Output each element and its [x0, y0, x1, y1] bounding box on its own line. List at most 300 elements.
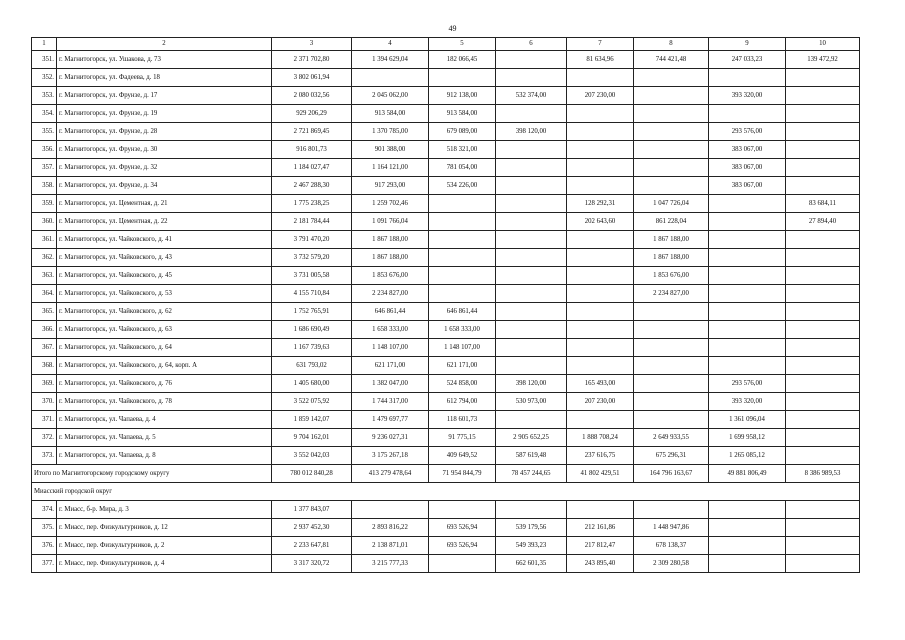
amount-cell	[709, 339, 786, 357]
amount-cell	[709, 231, 786, 249]
amount-cell: 3 731 005,58	[272, 267, 352, 285]
address-cell: г. Магнитогорск, ул. Фрунзе, д. 34	[57, 177, 272, 195]
amount-cell: 247 033,23	[709, 51, 786, 69]
amount-cell: 1 047 726,04	[634, 195, 709, 213]
amount-cell	[786, 357, 860, 375]
amount-cell	[634, 105, 709, 123]
amount-cell	[429, 501, 496, 519]
amount-cell: 1 361 096,04	[709, 411, 786, 429]
amount-cell: 27 894,40	[786, 213, 860, 231]
amount-cell	[634, 357, 709, 375]
amount-cell: 2 467 288,30	[272, 177, 352, 195]
amount-cell	[786, 411, 860, 429]
amount-cell	[567, 69, 634, 87]
amount-cell: 3 317 320,72	[272, 555, 352, 573]
amount-cell	[709, 249, 786, 267]
amount-cell	[634, 177, 709, 195]
row-number-cell: 355.	[32, 123, 57, 141]
total-amount-cell: 71 954 844,79	[429, 465, 496, 483]
amount-cell: 693 526,94	[429, 519, 496, 537]
total-row	[32, 465, 860, 483]
amount-cell	[496, 303, 567, 321]
amount-cell	[429, 213, 496, 231]
amount-cell	[496, 321, 567, 339]
amount-cell	[709, 105, 786, 123]
amount-cell: 621 171,00	[352, 357, 429, 375]
total-amount-cell: 41 802 429,51	[567, 465, 634, 483]
amount-cell: 2 893 816,22	[352, 519, 429, 537]
amount-cell: 398 120,00	[496, 375, 567, 393]
amount-cell: 1 853 676,00	[352, 267, 429, 285]
address-cell: г. Магнитогорск, ул. Цементная, д. 21	[57, 195, 272, 213]
amount-cell: 182 066,45	[429, 51, 496, 69]
amount-cell	[567, 411, 634, 429]
amount-cell: 393 320,00	[709, 87, 786, 105]
amount-cell	[634, 375, 709, 393]
amount-cell: 1 867 188,00	[634, 231, 709, 249]
row-number-cell: 354.	[32, 105, 57, 123]
amount-cell: 1 744 317,00	[352, 393, 429, 411]
header-cell: 10	[786, 38, 860, 51]
table-row	[32, 213, 860, 231]
amount-cell: 693 526,94	[429, 537, 496, 555]
amount-cell	[429, 267, 496, 285]
amount-cell	[567, 303, 634, 321]
amount-cell: 612 794,00	[429, 393, 496, 411]
amount-cell: 2 233 647,81	[272, 537, 352, 555]
amount-cell	[634, 87, 709, 105]
header-cell: 9	[709, 38, 786, 51]
amount-cell	[709, 69, 786, 87]
amount-cell	[709, 267, 786, 285]
amount-cell	[709, 357, 786, 375]
amount-cell: 901 388,00	[352, 141, 429, 159]
table-row	[32, 177, 860, 195]
amount-cell: 1 164 121,00	[352, 159, 429, 177]
amount-cell	[567, 285, 634, 303]
amount-cell: 128 292,31	[567, 195, 634, 213]
header-cell: 1	[32, 38, 57, 51]
amount-cell	[496, 69, 567, 87]
address-cell: г. Миасс, пер. Физкультурников, д. 12	[57, 519, 272, 537]
section-header-row	[32, 483, 860, 501]
amount-cell	[567, 105, 634, 123]
amount-cell: 744 421,48	[634, 51, 709, 69]
amount-cell	[567, 501, 634, 519]
amount-cell	[496, 231, 567, 249]
amount-cell	[709, 555, 786, 573]
amount-cell	[496, 411, 567, 429]
amount-cell	[496, 51, 567, 69]
table-row	[32, 303, 860, 321]
amount-cell	[429, 555, 496, 573]
table-row	[32, 393, 860, 411]
table-row	[32, 339, 860, 357]
amount-cell: 662 601,35	[496, 555, 567, 573]
row-number-cell: 360.	[32, 213, 57, 231]
amount-cell	[634, 339, 709, 357]
amount-cell: 217 812,47	[567, 537, 634, 555]
page-number: 49	[448, 24, 457, 33]
amount-cell: 524 858,00	[429, 375, 496, 393]
amount-cell	[496, 159, 567, 177]
amount-cell: 237 616,75	[567, 447, 634, 465]
amount-cell: 409 649,52	[429, 447, 496, 465]
amount-cell: 518 321,00	[429, 141, 496, 159]
amount-cell: 530 973,00	[496, 393, 567, 411]
amount-cell	[567, 159, 634, 177]
amount-cell: 1 775 238,25	[272, 195, 352, 213]
amount-cell: 781 054,00	[429, 159, 496, 177]
table-row	[32, 447, 860, 465]
row-number-cell: 356.	[32, 141, 57, 159]
table-row	[32, 555, 860, 573]
amount-cell	[786, 141, 860, 159]
address-cell: г. Магнитогорск, ул. Чайковского, д. 63	[57, 321, 272, 339]
amount-cell	[496, 177, 567, 195]
amount-cell	[709, 285, 786, 303]
address-cell: г. Магнитогорск, ул. Фрунзе, д. 17	[57, 87, 272, 105]
amount-cell: 539 179,56	[496, 519, 567, 537]
table-row	[32, 537, 860, 555]
amount-cell: 1 265 085,12	[709, 447, 786, 465]
address-cell: г. Миасс, б-р. Мира, д. 3	[57, 501, 272, 519]
row-number-cell: 370.	[32, 393, 57, 411]
amount-cell: 1 148 107,00	[429, 339, 496, 357]
amount-cell	[634, 303, 709, 321]
address-cell: г. Магнитогорск, ул. Чайковского, д. 64	[57, 339, 272, 357]
amount-cell	[786, 69, 860, 87]
header-cell: 8	[634, 38, 709, 51]
amount-cell: 83 684,11	[786, 195, 860, 213]
amount-cell: 549 393,23	[496, 537, 567, 555]
amount-cell: 1 686 690,49	[272, 321, 352, 339]
section-title-cell: Миасский городской округ	[32, 483, 860, 501]
amount-cell: 293 576,00	[709, 375, 786, 393]
amount-cell: 165 493,00	[567, 375, 634, 393]
table-row	[32, 357, 860, 375]
amount-cell: 1 867 188,00	[634, 249, 709, 267]
amount-cell	[786, 303, 860, 321]
amount-cell: 1 167 739,63	[272, 339, 352, 357]
address-cell: г. Магнитогорск, ул. Чайковского, д. 45	[57, 267, 272, 285]
amount-cell: 3 175 267,18	[352, 447, 429, 465]
amount-cell	[429, 69, 496, 87]
header-cell: 2	[57, 38, 272, 51]
amount-cell: 202 643,60	[567, 213, 634, 231]
table-row	[32, 195, 860, 213]
amount-cell: 1 658 333,00	[352, 321, 429, 339]
amount-cell: 1 867 188,00	[352, 231, 429, 249]
amount-cell: 917 293,00	[352, 177, 429, 195]
amount-cell: 207 230,00	[567, 87, 634, 105]
row-number-cell: 364.	[32, 285, 57, 303]
amount-cell	[567, 339, 634, 357]
amount-cell: 678 138,37	[634, 537, 709, 555]
address-cell: г. Магнитогорск, ул. Чайковского, д. 53	[57, 285, 272, 303]
amount-cell: 383 067,00	[709, 177, 786, 195]
amount-cell	[567, 321, 634, 339]
amount-cell	[634, 501, 709, 519]
amount-cell: 293 576,00	[709, 123, 786, 141]
row-number-cell: 362.	[32, 249, 57, 267]
row-number-cell: 371.	[32, 411, 57, 429]
amount-cell: 2 649 933,55	[634, 429, 709, 447]
amount-cell: 3 791 470,20	[272, 231, 352, 249]
amount-cell	[709, 195, 786, 213]
amount-cell	[786, 267, 860, 285]
row-number-cell: 352.	[32, 69, 57, 87]
amount-cell: 383 067,00	[709, 141, 786, 159]
row-number-cell: 351.	[32, 51, 57, 69]
amount-cell: 139 472,92	[786, 51, 860, 69]
amount-cell	[786, 339, 860, 357]
address-cell: г. Магнитогорск, ул. Чайковского, д. 78	[57, 393, 272, 411]
amount-cell	[709, 519, 786, 537]
amount-cell: 118 601,73	[429, 411, 496, 429]
amount-cell	[709, 303, 786, 321]
table-row	[32, 123, 860, 141]
amount-cell	[634, 393, 709, 411]
row-number-cell: 368.	[32, 357, 57, 375]
row-number-cell: 365.	[32, 303, 57, 321]
address-cell: г. Магнитогорск, ул. Цементная, д. 22	[57, 213, 272, 231]
amount-cell: 2 234 827,00	[352, 285, 429, 303]
table-row	[32, 105, 860, 123]
amount-cell	[429, 231, 496, 249]
amount-cell	[786, 501, 860, 519]
amount-cell: 587 619,48	[496, 447, 567, 465]
amount-cell: 2 080 032,56	[272, 87, 352, 105]
amount-cell: 4 155 710,84	[272, 285, 352, 303]
amount-cell	[786, 231, 860, 249]
amount-cell	[496, 267, 567, 285]
amount-cell: 393 320,00	[709, 393, 786, 411]
table-row	[32, 69, 860, 87]
address-cell: г. Магнитогорск, ул. Чайковского, д. 64, корп. А	[57, 357, 272, 375]
table-row	[32, 411, 860, 429]
amount-cell: 532 374,00	[496, 87, 567, 105]
amount-cell	[352, 69, 429, 87]
table-row	[32, 51, 860, 69]
amount-cell	[634, 159, 709, 177]
amount-cell	[634, 123, 709, 141]
amount-cell: 9 236 027,31	[352, 429, 429, 447]
amount-cell: 916 801,73	[272, 141, 352, 159]
amount-cell	[786, 321, 860, 339]
row-number-cell: 366.	[32, 321, 57, 339]
amount-cell	[496, 195, 567, 213]
row-number-cell: 361.	[32, 231, 57, 249]
amount-cell	[352, 501, 429, 519]
table-row	[32, 519, 860, 537]
amount-cell	[786, 123, 860, 141]
amount-cell	[709, 537, 786, 555]
amount-cell	[709, 501, 786, 519]
address-cell: г. Магнитогорск, ул. Чапаева, д. 4	[57, 411, 272, 429]
amount-cell: 912 138,00	[429, 87, 496, 105]
amount-cell	[786, 429, 860, 447]
amount-cell: 9 704 162,01	[272, 429, 352, 447]
amount-cell: 3 802 061,94	[272, 69, 352, 87]
amount-cell: 913 584,00	[429, 105, 496, 123]
amount-cell: 2 721 869,45	[272, 123, 352, 141]
amount-cell: 2 937 452,30	[272, 519, 352, 537]
amount-cell: 675 296,31	[634, 447, 709, 465]
row-number-cell: 375.	[32, 519, 57, 537]
amount-cell	[786, 105, 860, 123]
amount-cell: 2 905 652,25	[496, 429, 567, 447]
amount-cell	[496, 105, 567, 123]
total-amount-cell: 780 012 840,28	[272, 465, 352, 483]
total-amount-cell: 413 279 478,64	[352, 465, 429, 483]
amount-cell	[786, 537, 860, 555]
housing-repair-table	[31, 37, 860, 573]
total-amount-cell: 78 457 244,65	[496, 465, 567, 483]
amount-cell	[634, 141, 709, 159]
row-number-cell: 353.	[32, 87, 57, 105]
amount-cell: 1 448 947,86	[634, 519, 709, 537]
amount-cell: 861 228,04	[634, 213, 709, 231]
total-label-cell: Итого по Магнитогорскому городскому округу	[32, 465, 272, 483]
amount-cell: 243 895,40	[567, 555, 634, 573]
amount-cell: 1 148 107,00	[352, 339, 429, 357]
amount-cell: 2 234 827,00	[634, 285, 709, 303]
amount-cell: 1 867 188,00	[352, 249, 429, 267]
amount-cell: 534 226,00	[429, 177, 496, 195]
amount-cell: 913 584,00	[352, 105, 429, 123]
row-number-cell: 372.	[32, 429, 57, 447]
table-row	[32, 159, 860, 177]
column-number-row	[32, 38, 860, 51]
table-row	[32, 87, 860, 105]
table-row	[32, 141, 860, 159]
address-cell: г. Магнитогорск, ул. Чайковского, д. 43	[57, 249, 272, 267]
row-number-cell: 377.	[32, 555, 57, 573]
total-amount-cell: 8 386 989,53	[786, 465, 860, 483]
amount-cell	[786, 555, 860, 573]
amount-cell: 3 732 579,20	[272, 249, 352, 267]
address-cell: г. Магнитогорск, ул. Чайковского, д. 41	[57, 231, 272, 249]
address-cell: г. Магнитогорск, ул. Чапаева, д. 8	[57, 447, 272, 465]
amount-cell	[429, 285, 496, 303]
amount-cell: 1 091 766,04	[352, 213, 429, 231]
amount-cell	[567, 141, 634, 159]
amount-cell: 398 120,00	[496, 123, 567, 141]
amount-cell: 631 793,02	[272, 357, 352, 375]
amount-cell: 1 888 708,24	[567, 429, 634, 447]
amount-cell	[634, 69, 709, 87]
address-cell: г. Магнитогорск, ул. Фрунзе, д. 28	[57, 123, 272, 141]
amount-cell: 1 752 765,91	[272, 303, 352, 321]
amount-cell: 1 405 680,00	[272, 375, 352, 393]
address-cell: г. Магнитогорск, ул. Чайковского, д. 76	[57, 375, 272, 393]
amount-cell	[496, 357, 567, 375]
amount-cell	[786, 159, 860, 177]
table-row	[32, 321, 860, 339]
amount-cell	[567, 249, 634, 267]
total-amount-cell: 49 881 806,49	[709, 465, 786, 483]
amount-cell: 91 775,15	[429, 429, 496, 447]
row-number-cell: 376.	[32, 537, 57, 555]
address-cell: г. Миасс, пер. Физкультурников, д. 4	[57, 555, 272, 573]
header-cell: 6	[496, 38, 567, 51]
amount-cell	[709, 213, 786, 231]
table-row	[32, 267, 860, 285]
amount-cell: 3 522 075,92	[272, 393, 352, 411]
amount-cell	[786, 87, 860, 105]
amount-cell	[496, 285, 567, 303]
table-row	[32, 501, 860, 519]
address-cell: г. Магнитогорск, ул. Фрунзе, д. 30	[57, 141, 272, 159]
header-cell: 7	[567, 38, 634, 51]
amount-cell	[496, 501, 567, 519]
amount-cell	[429, 249, 496, 267]
amount-cell	[786, 249, 860, 267]
header-cell: 4	[352, 38, 429, 51]
row-number-cell: 357.	[32, 159, 57, 177]
row-number-cell: 369.	[32, 375, 57, 393]
amount-cell: 207 230,00	[567, 393, 634, 411]
amount-cell: 3 215 777,33	[352, 555, 429, 573]
amount-cell: 1 859 142,07	[272, 411, 352, 429]
amount-cell: 1 370 785,00	[352, 123, 429, 141]
amount-cell	[567, 357, 634, 375]
row-number-cell: 367.	[32, 339, 57, 357]
table-row	[32, 285, 860, 303]
amount-cell: 646 861,44	[429, 303, 496, 321]
amount-cell: 2 045 062,00	[352, 87, 429, 105]
row-number-cell: 373.	[32, 447, 57, 465]
amount-cell	[786, 393, 860, 411]
address-cell: г. Магнитогорск, ул. Фрунзе, д. 32	[57, 159, 272, 177]
amount-cell: 2 309 280,58	[634, 555, 709, 573]
table-row	[32, 375, 860, 393]
amount-cell	[786, 447, 860, 465]
amount-cell	[634, 321, 709, 339]
table-row	[32, 231, 860, 249]
amount-cell	[567, 231, 634, 249]
amount-cell: 212 161,86	[567, 519, 634, 537]
amount-cell	[786, 375, 860, 393]
amount-cell: 1 259 702,46	[352, 195, 429, 213]
amount-cell: 3 552 042,03	[272, 447, 352, 465]
amount-cell: 1 658 333,00	[429, 321, 496, 339]
row-number-cell: 358.	[32, 177, 57, 195]
address-cell: г. Магнитогорск, ул. Фадеева, д. 18	[57, 69, 272, 87]
amount-cell: 679 089,00	[429, 123, 496, 141]
amount-cell: 621 171,00	[429, 357, 496, 375]
row-number-cell: 359.	[32, 195, 57, 213]
address-cell: г. Магнитогорск, ул. Чапаева, д. 5	[57, 429, 272, 447]
amount-cell	[567, 267, 634, 285]
amount-cell: 1 699 958,12	[709, 429, 786, 447]
total-amount-cell: 164 796 163,67	[634, 465, 709, 483]
amount-cell: 1 394 629,04	[352, 51, 429, 69]
amount-cell	[496, 249, 567, 267]
amount-cell: 1 377 843,07	[272, 501, 352, 519]
row-number-cell: 363.	[32, 267, 57, 285]
amount-cell: 1 184 027,47	[272, 159, 352, 177]
amount-cell	[786, 285, 860, 303]
amount-cell	[786, 519, 860, 537]
amount-cell: 81 634,96	[567, 51, 634, 69]
amount-cell: 1 479 697,77	[352, 411, 429, 429]
table-row	[32, 429, 860, 447]
address-cell: г. Магнитогорск, ул. Фрунзе, д. 19	[57, 105, 272, 123]
row-number-cell: 374.	[32, 501, 57, 519]
header-cell: 3	[272, 38, 352, 51]
